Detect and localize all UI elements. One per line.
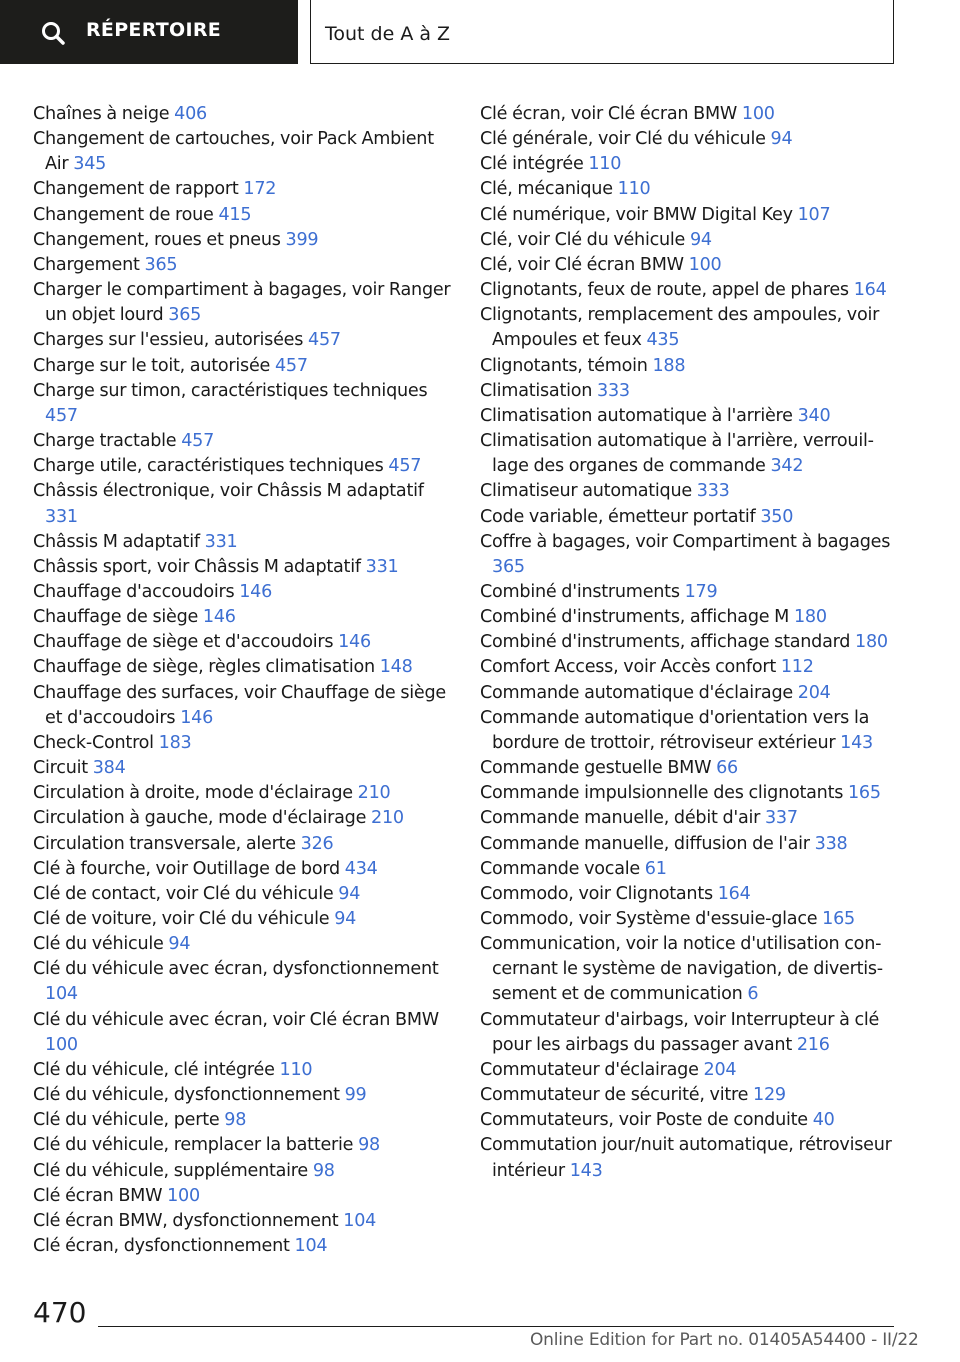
index-entry [33,806,453,831]
index-entry-text: Clé, voir Clé du véhicule [480,229,690,250]
index-entry [480,479,900,504]
index-entry-text: Chauffage des surfaces, voir Chauffage de siège et d'accoudoirs [33,682,446,728]
index-entry-text: Clé, mécanique [480,179,618,200]
index-entry [33,907,453,932]
index-entry [480,630,900,655]
index-entry-text: Commande manuelle, diffusion de l'air [480,833,815,854]
page-reference-link[interactable]: 129 [753,1085,786,1106]
page-reference-link[interactable]: 399 [285,229,319,250]
index-entry-text: Clé à fourche, voir Outillage de bord [33,858,345,879]
page-reference-link[interactable]: 104 [343,1210,377,1231]
footer-divider [98,1326,894,1327]
page-reference-link[interactable]: 457 [308,330,341,351]
page-reference-link[interactable]: 365 [168,305,202,326]
index-entry [480,354,900,379]
index-entry [480,102,900,127]
index-entry-text: Clé du véhicule, supplémentaire [33,1160,313,1181]
index-entry [480,1133,900,1183]
page-reference-link[interactable]: 104 [294,1236,328,1257]
page-reference-link[interactable]: 94 [689,229,712,250]
index-entry-text: Circulation à gauche, mode d'éclairage [33,808,372,829]
index-entry-text: Clignotants, témoin [480,355,653,376]
index-entry-text: Combiné d'instruments [480,581,685,602]
index-entry [33,177,453,202]
page-reference-link[interactable]: 365 [144,254,178,275]
index-entry [33,932,453,957]
index-entry-text: Clé, voir Clé écran BMW [480,254,689,275]
page-number: 470 [33,1296,87,1329]
page-reference-link[interactable]: 143 [569,1160,603,1181]
page-reference-link[interactable]: 210 [371,808,404,829]
index-entry-text: Communication, voir la notice d'utilisation concernant le système de navigation, de divertissement et de communication [480,934,884,1005]
page-reference-link[interactable]: 165 [847,783,881,804]
index-entry [480,907,900,932]
index-entry-text: Commutateur d'éclairage [480,1059,704,1080]
index-entry [33,655,453,680]
page-reference-link[interactable]: 365 [492,556,525,577]
index-entry-text: Commande impulsionnelle des clignotants [480,783,848,804]
index-entry [33,379,453,429]
index-entry [33,203,453,228]
index-entry-text: Clé écran BMW [33,1185,168,1206]
page-reference-link[interactable]: 146 [338,632,371,653]
section-title: Tout de A à Z [325,23,451,45]
index-entry [33,429,453,454]
index-entry-text: Changement de rapport [33,179,244,200]
page-reference-link[interactable]: 204 [703,1059,737,1080]
page-reference-link[interactable]: 342 [770,456,804,477]
page-reference-link[interactable]: 98 [312,1160,335,1181]
page-reference-link[interactable]: 146 [239,581,273,602]
index-entry [480,1083,900,1108]
index-entry-text: Code variable, émetteur portatif [480,506,761,527]
index-entry [480,379,900,404]
page-header [0,0,960,66]
index-entry [33,957,453,1007]
page-reference-link[interactable]: 180 [855,632,888,653]
index-entry-text: Combiné d'instruments, affichage M [480,607,794,628]
index-entry-text: Changement, roues et pneus [33,229,286,250]
index-entry-text: Chaînes à neige [33,104,175,124]
page-reference-link[interactable]: 110 [279,1059,313,1080]
index-entry [33,530,453,555]
index-entry [480,882,900,907]
index-entry-text: Clé du véhicule avec écran, dysfonctionnement [33,959,439,980]
index-entry-text: Circuit [33,758,93,779]
page-reference-link[interactable]: 94 [168,934,191,955]
index-entry [33,882,453,907]
index-entry-text: Check-Control [33,732,159,753]
section-title-tab [310,0,894,64]
page-reference-link[interactable]: 415 [218,204,252,225]
index-entry [480,806,900,831]
index-column-left [33,102,453,1259]
index-entry [480,203,900,228]
page-reference-link[interactable]: 112 [780,657,814,678]
page-reference-link[interactable]: 406 [174,104,208,124]
index-entry-text: Clignotants, feux de route, appel de phares [480,280,854,301]
index-entry [480,505,900,530]
page-reference-link[interactable]: 40 [812,1110,835,1131]
page-reference-link[interactable]: 384 [92,758,126,779]
index-entry-text: Clé du véhicule, perte [33,1110,225,1131]
index-entry [33,756,453,781]
index-entry [480,681,900,706]
page-reference-link[interactable]: 104 [45,984,78,1005]
page-reference-link[interactable]: 183 [158,732,192,753]
index-column-right [480,102,900,1184]
index-entry-text: Circulation transversale, alerte [33,833,301,854]
index-entry-text: Commande automatique d'orientation vers la bordure de trottoir, rétroviseur extérieur [480,707,870,753]
index-entry-text: Changement de roue [33,204,219,225]
page-reference-link[interactable]: 94 [770,129,793,150]
index-entry [33,1209,453,1234]
index-entry [480,1008,900,1058]
index-entry [33,681,453,731]
page-reference-link[interactable]: 110 [617,179,651,200]
index-entry [480,228,900,253]
page-reference-link[interactable]: 331 [45,506,78,527]
index-entry-text: Commande automatique d'éclairage [480,682,798,703]
index-entry [480,1058,900,1083]
index-entry-text: Charger le compartiment à bagages, voir Ranger un objet lourd [33,280,451,326]
page-reference-link[interactable]: 216 [796,1034,830,1055]
index-entry-text: Clé du véhicule, clé intégrée [33,1059,280,1080]
page-reference-link[interactable]: 333 [696,481,730,502]
index-entry-text: Chauffage de siège, règles climatisation [33,657,380,678]
page-reference-link[interactable]: 172 [243,179,277,200]
index-entry-text: Changement de cartouches, voir Pack Ambient Air [33,129,434,175]
index-entry [33,731,453,756]
index-entry-text: Climatiseur automatique [480,481,697,502]
index-entry [33,1234,453,1259]
index-entry [33,1058,453,1083]
index-entry [480,706,900,756]
page-reference-link[interactable]: 326 [300,833,334,854]
index-entry-text: Chauffage d'accoudoirs [33,581,240,602]
page-reference-link[interactable]: 6 [747,984,759,1005]
index-entry [33,253,453,278]
page-reference-link[interactable]: 148 [379,657,413,678]
index-entry [33,328,453,353]
index-entry [480,655,900,680]
index-entry [33,454,453,479]
page-reference-link[interactable]: 350 [760,506,794,527]
index-entry-text: Clé générale, voir Clé du véhicule [480,129,771,150]
edition-note: Online Edition for Part no. 01405A54400 - II/22 [530,1330,919,1350]
index-entry-text: Commodo, voir Système d'essuie-glace [480,909,823,929]
index-entry-text: Clé de voiture, voir Clé du véhicule [33,909,335,929]
page-reference-link[interactable]: 100 [45,1034,78,1055]
index-entry [480,1108,900,1133]
index-entry-text: Climatisation automatique à l'arrière, verrouillage des organes de commande [480,431,874,477]
index-entry [33,630,453,655]
index-entry-text: Commande vocale [480,858,645,879]
index-entry [480,932,900,1007]
index-entry [33,127,453,177]
index-entry [33,1133,453,1158]
page-reference-link[interactable]: 66 [716,758,738,779]
index-entry-text: Commande gestuelle BMW [480,758,717,779]
index-entry [480,278,900,303]
index-entry-text: Clé écran, voir Clé écran BMW [480,104,742,124]
index-entry-text: Clé numérique, voir BMW Digital Key [480,204,798,225]
page-reference-link[interactable]: 210 [357,783,391,804]
page-reference-link[interactable]: 179 [684,581,718,602]
page-reference-link[interactable]: 110 [588,154,622,175]
page-reference-link[interactable]: 146 [202,607,236,628]
page-reference-link[interactable]: 331 [365,556,399,577]
index-entry [480,152,900,177]
index-entry-text: Chargement [33,254,145,275]
index-entry [480,580,900,605]
page-reference-link[interactable]: 435 [646,330,680,351]
index-entry [33,580,453,605]
index-entry [33,857,453,882]
index-entry [480,832,900,857]
search-tab-label: RÉPERTOIRE [86,19,222,41]
index-entry-text: Commande manuelle, débit d'air [480,808,765,829]
index-entry [33,1108,453,1133]
index-entry-text: Commutateur de sécurité, vitre [480,1085,753,1106]
page-reference-link[interactable]: 94 [334,909,357,929]
index-entry [33,832,453,857]
page-reference-link[interactable]: 99 [344,1085,367,1106]
index-entry [33,479,453,529]
page-reference-link[interactable]: 180 [793,607,827,628]
index-entry [33,555,453,580]
index-entry-text: Clé du véhicule, dysfonctionnement [33,1085,345,1106]
index-entry [33,228,453,253]
index-entry-text: Clé du véhicule avec écran, voir Clé écran BMW [33,1009,439,1030]
page-reference-link[interactable]: 146 [180,707,214,728]
page-reference-link[interactable]: 100 [167,1185,200,1206]
index-entry-text: Charge sur le toit, autorisée [33,355,275,376]
page-reference-link[interactable]: 94 [338,883,361,904]
index-entry-text: Clé du véhicule, remplacer la batterie [33,1135,359,1156]
index-entry-text: Clignotants, remplacement des ampoules, voir Ampoules et feux [480,305,880,351]
page-reference-link[interactable]: 61 [644,858,667,879]
index-entry-text: Combiné d'instruments, affichage standard [480,632,856,653]
index-entry-text: Clé de contact, voir Clé du véhicule [33,883,339,904]
index-entry-text: Chauffage de siège [33,607,203,628]
page-reference-link[interactable]: 100 [688,254,722,275]
index-entry [33,1159,453,1184]
page-reference-link[interactable]: 107 [797,204,831,225]
index-entry [33,1184,453,1209]
index-entry-text: Clé écran BMW, dysfonctionnement [33,1210,344,1231]
index-entry-text: Commutateur d'airbags, voir Interrupteur à clé pour les airbags du passager avant [480,1009,880,1055]
index-entry-text: Circulation à droite, mode d'éclairage [33,783,358,804]
index-entry-text: Charge sur timon, caractéristiques techniques [33,380,428,401]
page-reference-link[interactable]: 100 [741,104,775,124]
page-reference-link[interactable]: 188 [652,355,686,376]
page-reference-link[interactable]: 165 [822,909,856,929]
index-entry-text: Comfort Access, voir Accès confort [480,657,781,678]
index-entry-text: Châssis électronique, voir Châssis M adaptatif [33,481,424,502]
page-reference-link[interactable]: 345 [73,154,107,175]
index-entry-text: Commodo, voir Clignotants [480,883,718,904]
index-entry-text: Clé écran, dysfonctionnement [33,1236,295,1257]
index-entry [480,177,900,202]
index-entry [480,781,900,806]
index-entry [33,354,453,379]
index-entry [33,278,453,328]
index-entry-text: Châssis sport, voir Châssis M adaptatif [33,556,366,577]
page-reference-link[interactable]: 457 [388,456,422,477]
page-reference-link[interactable]: 331 [204,531,238,552]
index-search-tab[interactable] [0,0,298,64]
index-entry-text: Commutation jour/nuit automatique, rétroviseur intérieur [480,1135,892,1181]
page-reference-link[interactable]: 333 [597,380,630,401]
search-icon [40,20,66,46]
page-reference-link[interactable]: 164 [853,280,887,301]
index-entry [480,404,900,429]
index-entry [480,857,900,882]
index-entry-text: Chauffage de siège et d'accoudoirs [33,632,339,653]
index-entry [480,605,900,630]
page-reference-link[interactable]: 457 [274,355,308,376]
page-reference-link[interactable]: 143 [840,732,874,753]
index-entry-text: Charge tractable [33,431,182,452]
index-entry [33,605,453,630]
index-entry [480,253,900,278]
page-reference-link[interactable]: 434 [344,858,378,879]
index-entry [33,781,453,806]
page-reference-link[interactable]: 98 [224,1110,247,1131]
index-entry [480,429,900,479]
page-reference-link[interactable]: 340 [797,405,831,426]
page-reference-link[interactable]: 204 [797,682,831,703]
index-entry-text: Commutateurs, voir Poste de conduite [480,1110,813,1131]
index-entry-text: Charges sur l'essieu, autorisées [33,330,309,351]
index-entry-text: Climatisation [480,380,598,401]
index-entry-text: Clé intégrée [480,154,589,175]
page-reference-link[interactable]: 457 [45,405,78,426]
index-entry [33,102,453,127]
index-entry [480,530,900,580]
page-reference-link[interactable]: 98 [358,1135,380,1156]
page-reference-link[interactable]: 457 [181,431,215,452]
page-reference-link[interactable]: 338 [814,833,848,854]
index-entry [480,303,900,353]
index-entry-text: Coffre à bagages, voir Compartiment à bagages [480,531,891,552]
index-entry-text: Charge utile, caractéristiques techniques [33,456,389,477]
index-entry [33,1008,453,1058]
index-entry-text: Clé du véhicule [33,934,169,955]
index-entry [33,1083,453,1108]
index-entry [480,127,900,152]
page-reference-link[interactable]: 337 [764,808,798,829]
index-entry-text: Climatisation automatique à l'arrière [480,405,798,426]
index-entry-text: Châssis M adaptatif [33,531,205,552]
page-reference-link[interactable]: 164 [717,883,751,904]
index-entry [480,756,900,781]
